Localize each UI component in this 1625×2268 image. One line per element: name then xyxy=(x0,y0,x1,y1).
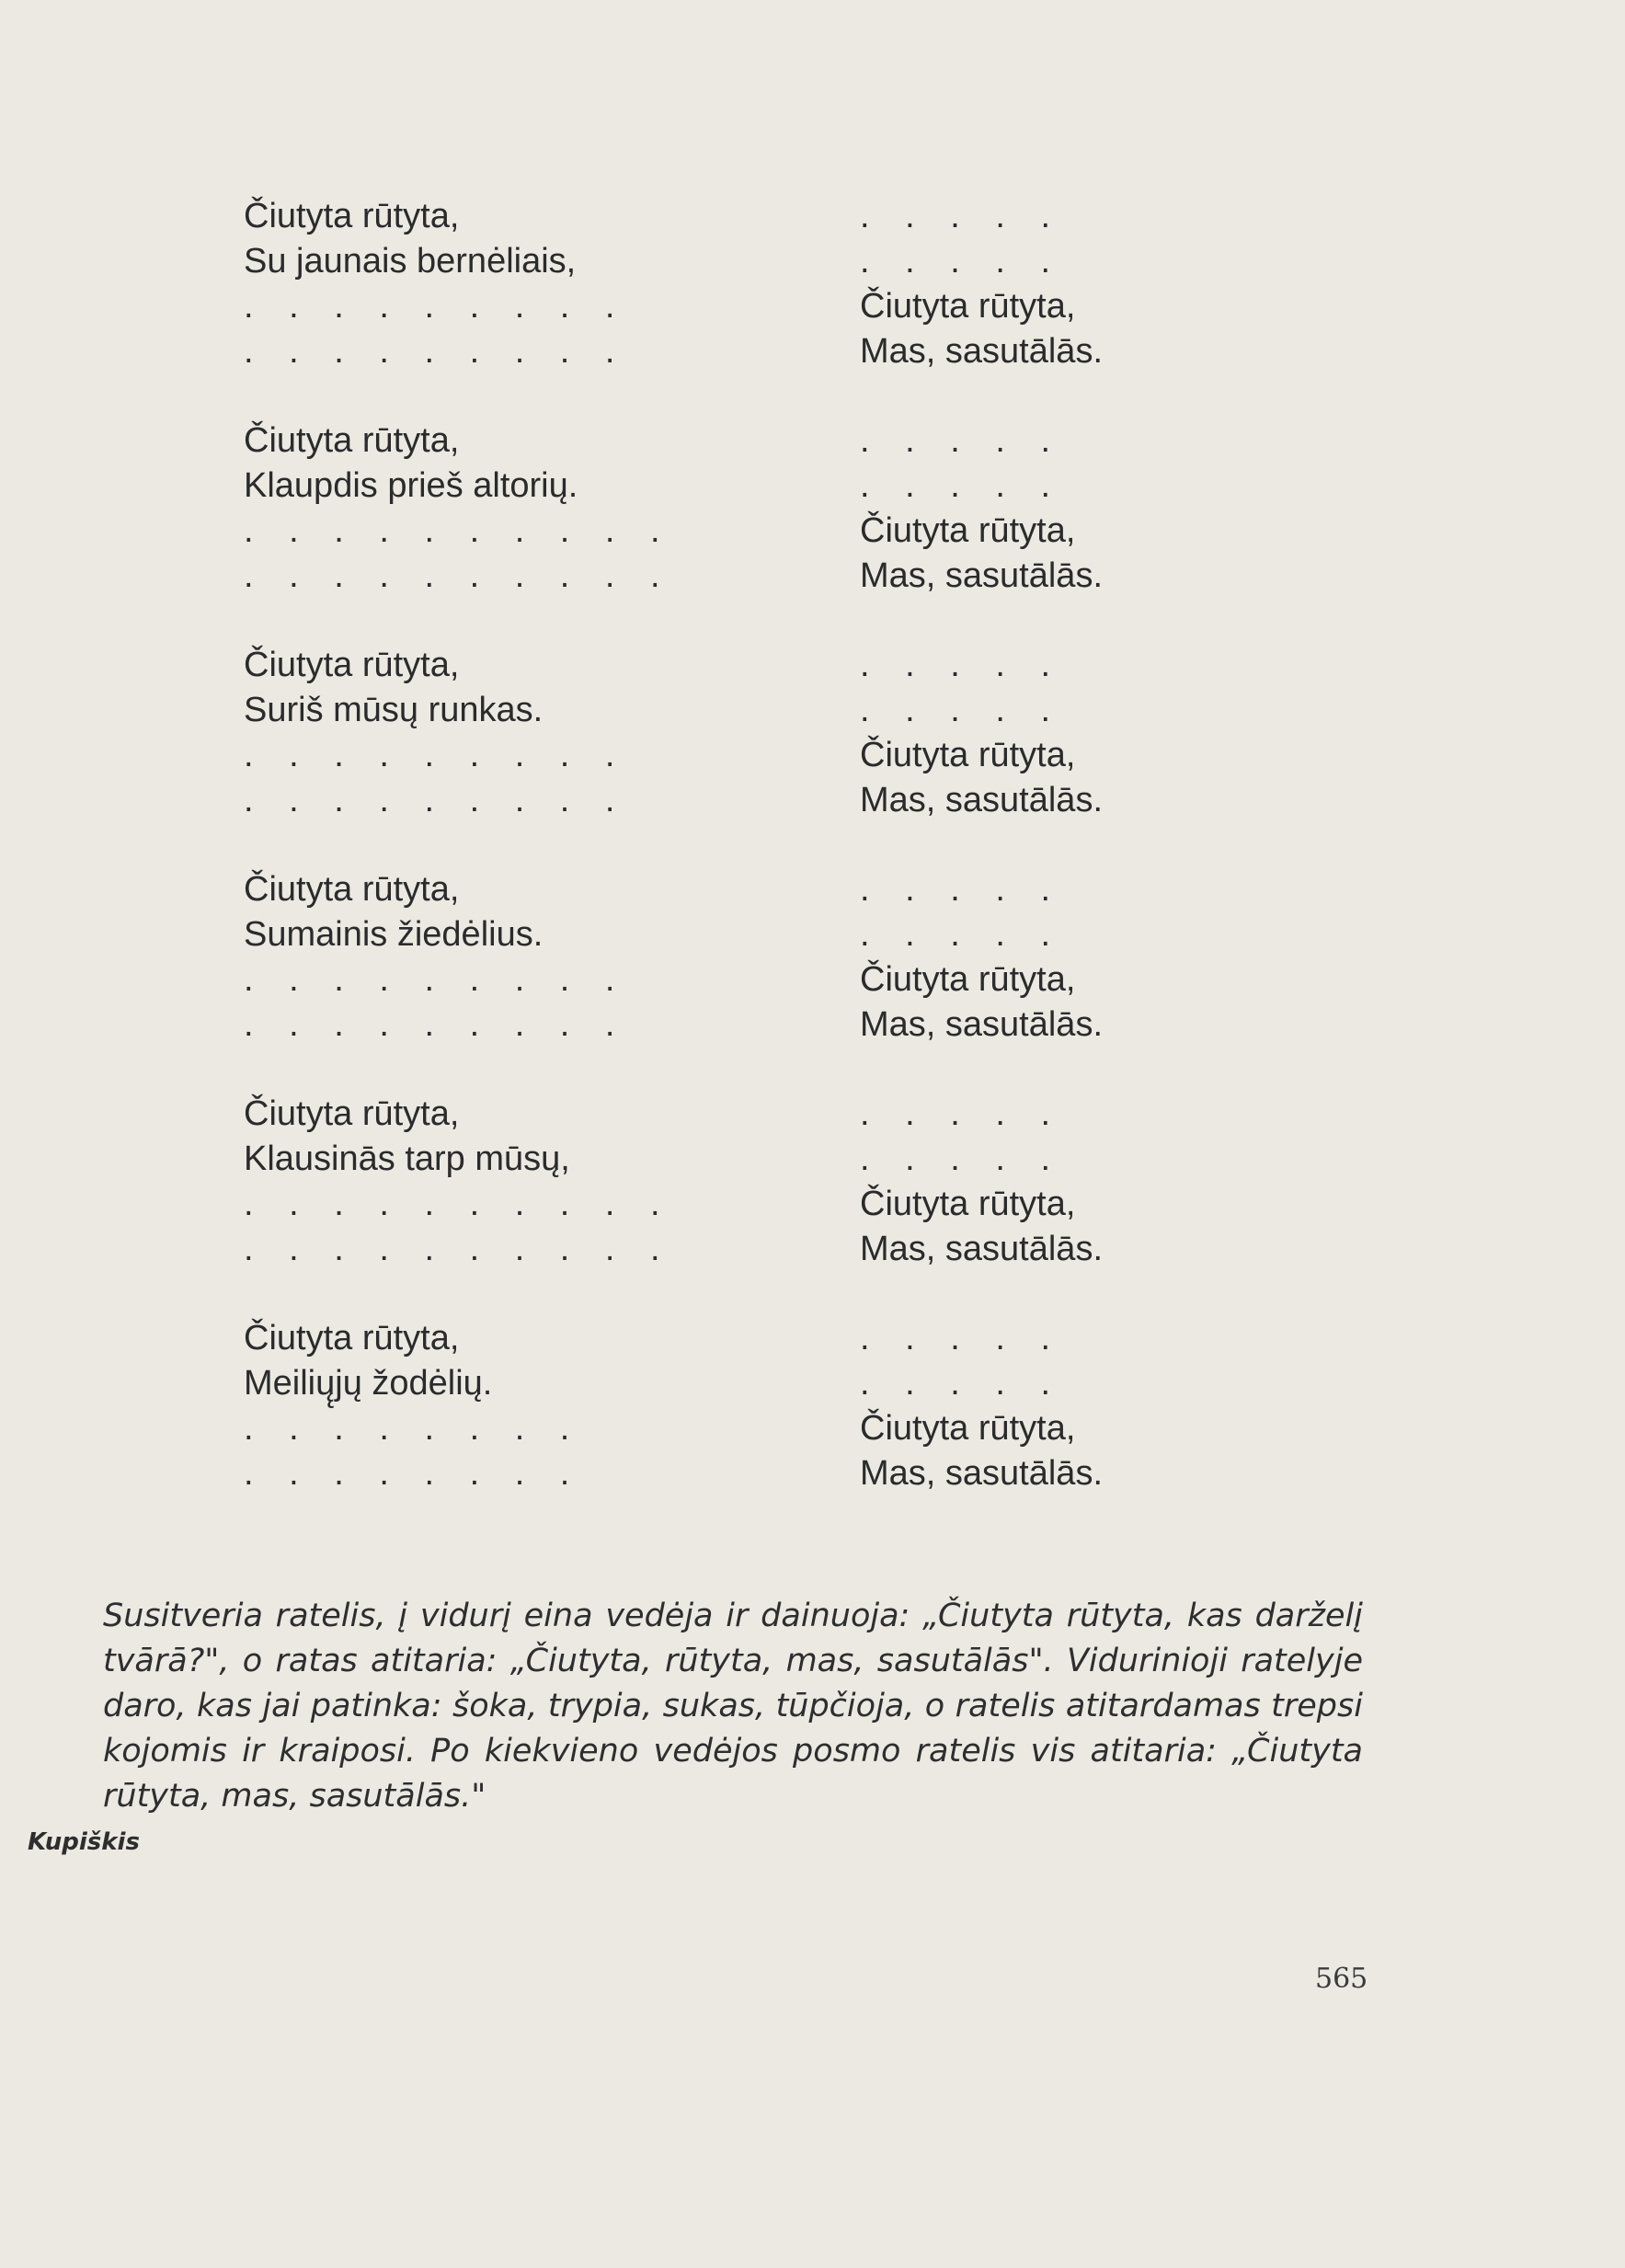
refrain-text: Čiutyta rūtyta, xyxy=(860,960,1076,999)
verse-line xyxy=(244,329,1439,374)
ellipsis-dots: . . . . . . . . . . xyxy=(244,1230,673,1268)
ellipsis-dots: . . . . . . . . . . xyxy=(244,1185,673,1223)
verse-text: Suriš mūsų runkas. xyxy=(244,691,544,729)
ellipsis-dots: . . . . . . . . . xyxy=(244,332,628,371)
refrain-text: Mas, sasutālās. xyxy=(860,1454,1103,1493)
song-description: Susitveria ratelis, į vidurį eina vedėja ir dainuoja: „Čiutyta rūtyta, kas darželį tvārā?", o ratas atitaria: „Čiutyta, rūtyta, mas, sasutālās". Vidurinioji ratelyje daro, kas jai patinka: šoka, trypia, sukas, tūpčioja, o ratelis atitardamas trepsi kojomis ir kraiposi. Po kiekvieno vedėjos posmo ratelis vis atitaria: „Čiutyta rūtyta, mas, sasutālās." xyxy=(103,1598,1363,1815)
verse-text: Čiutyta rūtyta, xyxy=(244,870,460,909)
verse-line xyxy=(244,867,1439,912)
verse-line xyxy=(244,688,1439,733)
ellipsis-dots: . . . . . . . . . xyxy=(244,960,628,999)
ellipsis-dots: . . . . . xyxy=(860,421,1064,460)
ellipsis-dots: . . . . . xyxy=(860,1319,1064,1357)
verse-line xyxy=(244,1002,1439,1048)
refrain-text: Čiutyta rūtyta, xyxy=(860,511,1076,550)
page-number: 565 xyxy=(1315,1963,1368,1995)
ellipsis-dots: . . . . . xyxy=(860,1140,1064,1178)
ellipsis-dots: . . . . . . . . . xyxy=(244,287,628,326)
refrain-text: Čiutyta rūtyta, xyxy=(860,287,1076,326)
verse-line xyxy=(244,733,1439,778)
stanza-1 xyxy=(244,194,1439,374)
ellipsis-dots: . . . . . xyxy=(860,1094,1064,1133)
ellipsis-dots: . . . . . xyxy=(860,870,1064,909)
verse-text: Čiutyta rūtyta, xyxy=(244,1094,460,1133)
refrain-text: Čiutyta rūtyta, xyxy=(860,1185,1076,1223)
refrain-text: Mas, sasutālās. xyxy=(860,332,1103,371)
verse-line xyxy=(244,194,1439,239)
ellipsis-dots: . . . . . . . . . . xyxy=(244,511,673,550)
verse-text: Su jaunais bernėliais, xyxy=(244,242,577,281)
verse-text: Čiutyta rūtyta, xyxy=(244,1319,460,1357)
verse-line xyxy=(244,1451,1439,1496)
verse-line xyxy=(244,1137,1439,1182)
verse-line xyxy=(244,239,1439,284)
refrain-text: Čiutyta rūtyta, xyxy=(860,736,1076,774)
stanza-6 xyxy=(244,1316,1439,1496)
refrain-text: Mas, sasutālās. xyxy=(860,1005,1103,1044)
ellipsis-dots: . . . . . xyxy=(860,242,1064,281)
stanza-2 xyxy=(244,418,1439,599)
ellipsis-dots: . . . . . . . . . xyxy=(244,736,628,774)
verse-text: Čiutyta rūtyta, xyxy=(244,197,460,235)
verse-line xyxy=(244,418,1439,464)
verse-text: Klausinās tarp mūsų, xyxy=(244,1140,570,1178)
ellipsis-dots: . . . . . xyxy=(860,646,1064,684)
ellipsis-dots: . . . . . . . . xyxy=(244,1409,583,1448)
ellipsis-dots: . . . . . xyxy=(860,1364,1064,1403)
place-label: Kupiškis xyxy=(28,1828,140,1856)
verse-line xyxy=(244,1361,1439,1406)
ellipsis-dots: . . . . . xyxy=(860,691,1064,729)
verse-line xyxy=(244,912,1439,957)
verse-line xyxy=(244,1092,1439,1137)
ellipsis-dots: . . . . . . . . . xyxy=(244,781,628,819)
stanza-5 xyxy=(244,1092,1439,1272)
stanza-3 xyxy=(244,643,1439,823)
verse-line xyxy=(244,464,1439,509)
verse-line xyxy=(244,778,1439,823)
verse-line xyxy=(244,284,1439,329)
verse-text: Meilių̨jų žodėlių. xyxy=(244,1364,493,1403)
ellipsis-dots: . . . . . . . . xyxy=(244,1454,583,1493)
ellipsis-dots: . . . . . xyxy=(860,466,1064,505)
verse-text: Klaupdis prieš altorių. xyxy=(244,466,578,505)
verse-text: Čiutyta rūtyta, xyxy=(244,646,460,684)
verse-line xyxy=(244,1182,1439,1227)
verse-line xyxy=(244,957,1439,1002)
ellipsis-dots: . . . . . xyxy=(860,915,1064,954)
verse-line xyxy=(244,509,1439,554)
verse-line xyxy=(244,1316,1439,1361)
verse-line xyxy=(244,554,1439,599)
refrain-text: Mas, sasutālās. xyxy=(860,1230,1103,1268)
ellipsis-dots: . . . . . . . . . . xyxy=(244,556,673,595)
refrain-text: Mas, sasutālās. xyxy=(860,781,1103,819)
ellipsis-dots: . . . . . xyxy=(860,197,1064,235)
stanza-4 xyxy=(244,867,1439,1048)
refrain-text: Mas, sasutālās. xyxy=(860,556,1103,595)
ellipsis-dots: . . . . . . . . . xyxy=(244,1005,628,1044)
refrain-text: Čiutyta rūtyta, xyxy=(860,1409,1076,1448)
verse-line xyxy=(244,1227,1439,1272)
verse-text: Sumainis žiedėlius. xyxy=(244,915,544,954)
verse-text: Čiutyta rūtyta, xyxy=(244,421,460,460)
verse-line xyxy=(244,643,1439,688)
verse-line xyxy=(244,1406,1439,1451)
